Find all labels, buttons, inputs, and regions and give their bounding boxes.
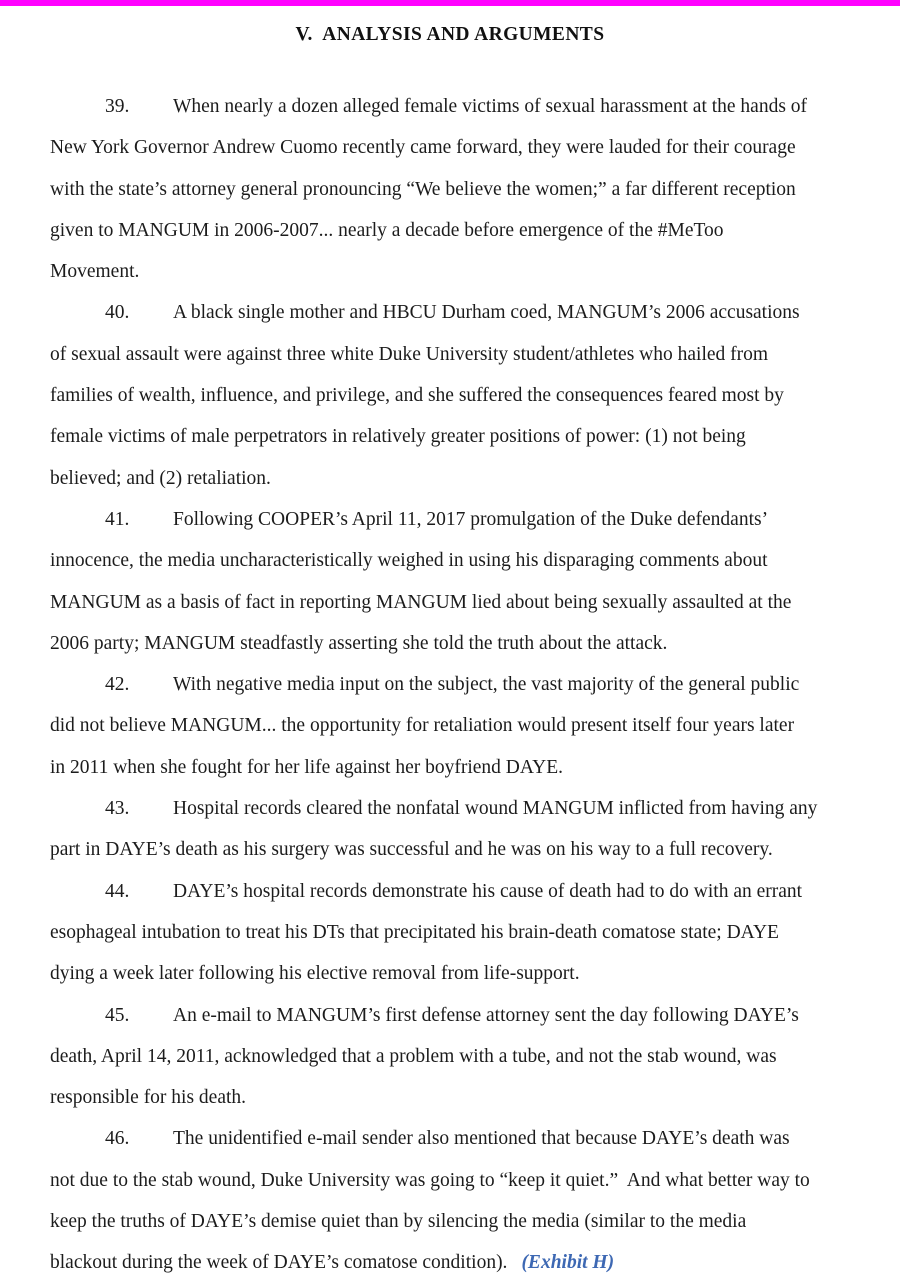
paragraph-line-text: A black single mother and HBCU Durham coed, MANGUM’s 2006 accusations (173, 302, 800, 324)
paragraph-line-text: given to MANGUM in 2006-2007... nearly a decade before emergence of the #MeToo (50, 219, 724, 241)
paragraph-line-text: MANGUM as a basis of fact in reporting MANGUM lied about being sexually assaulted at the (50, 591, 792, 613)
paragraph-line-text: with the state’s attorney general pronouncing “We believe the women;” a far different reception (50, 178, 796, 200)
paragraph-41-line (50, 582, 855, 623)
paragraph-line-text: believed; and (2) retaliation. (50, 467, 271, 489)
paragraph-40-number: 40. (105, 302, 130, 324)
paragraph-line-text: esophageal intubation to treat his DTs that precipitated his brain-death comatose state; DAYE (50, 921, 779, 943)
paragraph-44-number: 44. (105, 880, 130, 902)
paragraph-43-line (50, 788, 855, 829)
paragraph-39-line (50, 251, 855, 292)
paragraph-41-number: 41. (105, 508, 130, 530)
paragraph-42-line (50, 747, 855, 788)
paragraph-line-text: blackout during the week of DAYE’s comatose condition). (50, 1252, 508, 1274)
paragraph-line-text: not due to the stab wound, Duke University was going to “keep it quiet.” And what better way to (50, 1169, 810, 1191)
paragraph-45-line (50, 1077, 855, 1118)
paragraph-40-line (50, 334, 855, 375)
paragraph-line-text: innocence, the media uncharacteristically weighed in using his disparaging comments about (50, 550, 768, 572)
exhibit-h-link[interactable]: (Exhibit H) (521, 1252, 615, 1274)
paragraph-line-text: did not believe MANGUM... the opportunity for retaliation would present itself four years later (50, 715, 795, 737)
paragraph-46-line (50, 1201, 855, 1242)
paragraph-line-text: New York Governor Andrew Cuomo recently came forward, they were lauded for their courage (50, 137, 796, 159)
paragraph-39-number: 39. (105, 96, 130, 117)
paragraph-46-line (50, 1242, 855, 1283)
paragraph-line-text: The unidentified e-mail sender also mentioned that because DAYE’s death was (173, 1128, 790, 1150)
document-body (50, 86, 855, 1284)
paragraph-45-line (50, 995, 855, 1036)
paragraph-line-text: families of wealth, influence, and privilege, and she suffered the consequences feared most by (50, 385, 784, 407)
paragraph-44-line (50, 871, 855, 912)
paragraph-43-line (50, 829, 855, 870)
paragraph-line-text: of sexual assault were against three white Duke University student/athletes who hailed from (50, 343, 769, 365)
paragraph-line-text: Movement. (50, 261, 140, 283)
paragraph-line-text: Hospital records cleared the nonfatal wound MANGUM inflicted from having any (173, 798, 818, 820)
paragraph-46-line (50, 1160, 855, 1201)
paragraph-line-text: 2006 party; MANGUM steadfastly asserting she told the truth about the attack. (50, 632, 668, 654)
paragraph-line-text: death, April 14, 2011, acknowledged that a problem with a tube, and not the stab wound, was (50, 1045, 777, 1067)
paragraph-line-text: Following COOPER’s April 11, 2017 promulgation of the Duke defendants’ (173, 508, 769, 530)
paragraph-44-line (50, 912, 855, 953)
paragraph-line-text: With negative media input on the subject, the vast majority of the general public (173, 674, 800, 696)
paragraph-42-line (50, 664, 855, 705)
paragraph-40-line (50, 292, 855, 333)
paragraph-41-line (50, 499, 855, 540)
paragraph-41-line (50, 623, 855, 664)
paragraph-line-text: When nearly a dozen alleged female victims of sexual harassment at the hands of (173, 96, 808, 117)
paragraph-39-line (50, 86, 855, 127)
paragraph-44-line (50, 953, 855, 994)
paragraph-line-text: DAYE’s hospital records demonstrate his cause of death had to do with an errant (173, 880, 803, 902)
paragraph-line-text: responsible for his death. (50, 1087, 247, 1109)
paragraph-43-number: 43. (105, 798, 130, 820)
paragraph-line-text: dying a week later following his elective removal from life-support. (50, 963, 580, 985)
paragraph-45-number: 45. (105, 1004, 130, 1026)
section-title: V. ANALYSIS AND ARGUMENTS (295, 24, 605, 45)
paragraph-line-text: female victims of male perpetrators in relatively greater positions of power: (1) not being (50, 426, 746, 448)
paragraph-42-number: 42. (105, 674, 130, 696)
paragraph-42-line (50, 705, 855, 746)
paragraph-39-line (50, 169, 855, 210)
paragraph-41-line (50, 540, 855, 581)
paragraph-40-line (50, 416, 855, 457)
paragraph-line-text: keep the truths of DAYE’s demise quiet than by silencing the media (similar to the media (50, 1211, 747, 1233)
paragraph-40-line (50, 458, 855, 499)
page-top-border (0, 0, 900, 6)
paragraph-line-text: in 2011 when she fought for her life against her boyfriend DAYE. (50, 756, 564, 778)
paragraph-39-line (50, 210, 855, 251)
paragraph-line-text: An e-mail to MANGUM’s first defense attorney sent the day following DAYE’s (173, 1004, 799, 1026)
paragraph-line-text: part in DAYE’s death as his surgery was successful and he was on his way to a full recovery. (50, 839, 773, 861)
paragraph-45-line (50, 1036, 855, 1077)
paragraph-39-line (50, 127, 855, 168)
paragraph-46-number: 46. (105, 1128, 130, 1150)
paragraph-46-line (50, 1118, 855, 1159)
paragraph-40-line (50, 375, 855, 416)
